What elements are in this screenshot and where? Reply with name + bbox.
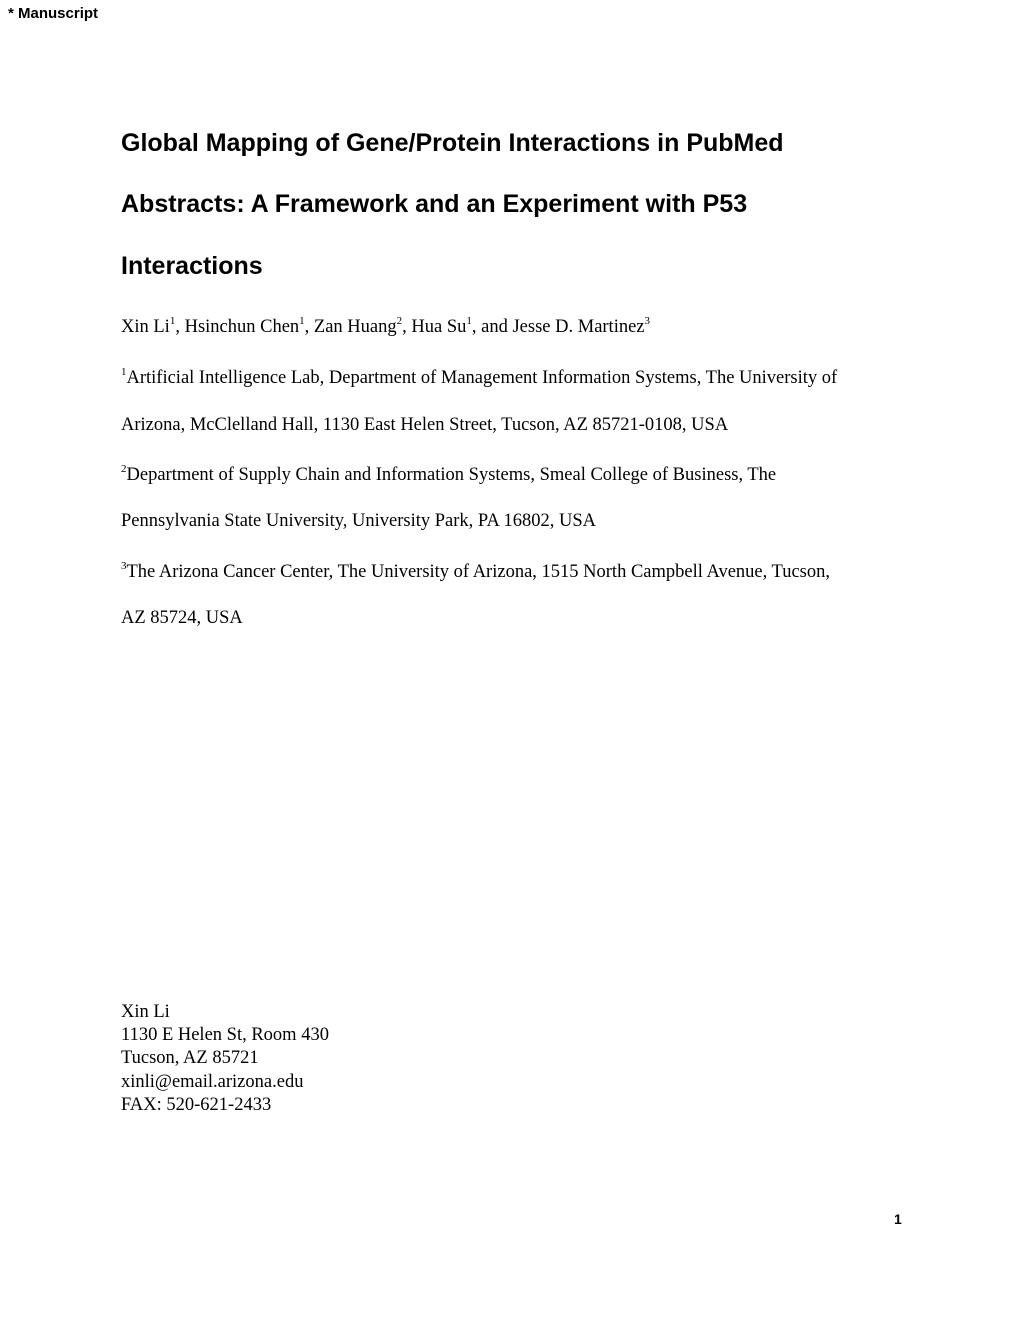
affiliation-text: Artificial Intelligence Lab, Department of Management Information Systems, The University of	[126, 368, 838, 388]
affiliation-line: AZ 85724, USA	[121, 608, 243, 628]
affiliation-line	[121, 463, 776, 489]
contact-address: 1130 E Helen St, Room 430	[121, 1025, 329, 1046]
author-separator: ,	[175, 317, 185, 337]
author-separator: ,	[402, 317, 412, 337]
affiliation-mark: 1	[169, 315, 176, 327]
affiliation-mark: 1	[121, 366, 127, 378]
author-name: Xin Li	[121, 317, 170, 337]
author-name: Hsinchun Chen	[184, 317, 300, 337]
title-line-2: Abstracts: A Framework and an Experiment with P53	[121, 190, 748, 218]
contact-block	[121, 1001, 329, 1117]
author-list	[121, 315, 650, 341]
title-line-3: Interactions	[121, 252, 263, 280]
contact-name: Xin Li	[121, 1002, 170, 1022]
affiliation-line	[121, 366, 837, 392]
author-separator: ,	[304, 317, 314, 337]
affiliation-mark: 1	[466, 315, 472, 327]
manuscript-label: * Manuscript	[8, 5, 99, 22]
affiliation-mark: 2	[396, 315, 403, 327]
affiliation-mark: 2	[121, 463, 127, 475]
author-name: Jesse D. Martinez	[512, 317, 645, 337]
contact-email: xinli@email.arizona.edu	[121, 1071, 304, 1092]
author-name: Zan Huang	[313, 317, 397, 337]
affiliation-text: Department of Supply Chain and Information Systems, Smeal College of Business, The	[126, 465, 777, 485]
affiliation-line: Arizona, McClelland Hall, 1130 East Helen Street, Tucson, AZ 85721-0108, USA	[121, 415, 729, 435]
affiliation-line: Pennsylvania State University, University Park, PA 16802, USA	[121, 511, 596, 531]
affiliation-text: The Arizona Cancer Center, The University of Arizona, 1515 North Campbell Avenue, Tucson,	[126, 562, 830, 582]
affiliation-mark: 3	[644, 315, 651, 327]
affiliation-mark: 3	[121, 560, 127, 572]
affiliation-mark: 1	[299, 315, 305, 327]
author-separator: , and	[471, 317, 513, 337]
author-name: Hua Su	[411, 317, 467, 337]
title-line-1: Global Mapping of Gene/Protein Interactions in PubMed	[121, 129, 784, 157]
contact-fax: FAX: 520-621-2433	[121, 1094, 272, 1115]
page-number: 1	[894, 1211, 902, 1227]
contact-city: Tucson, AZ 85721	[121, 1048, 259, 1069]
affiliation-line	[121, 560, 830, 586]
